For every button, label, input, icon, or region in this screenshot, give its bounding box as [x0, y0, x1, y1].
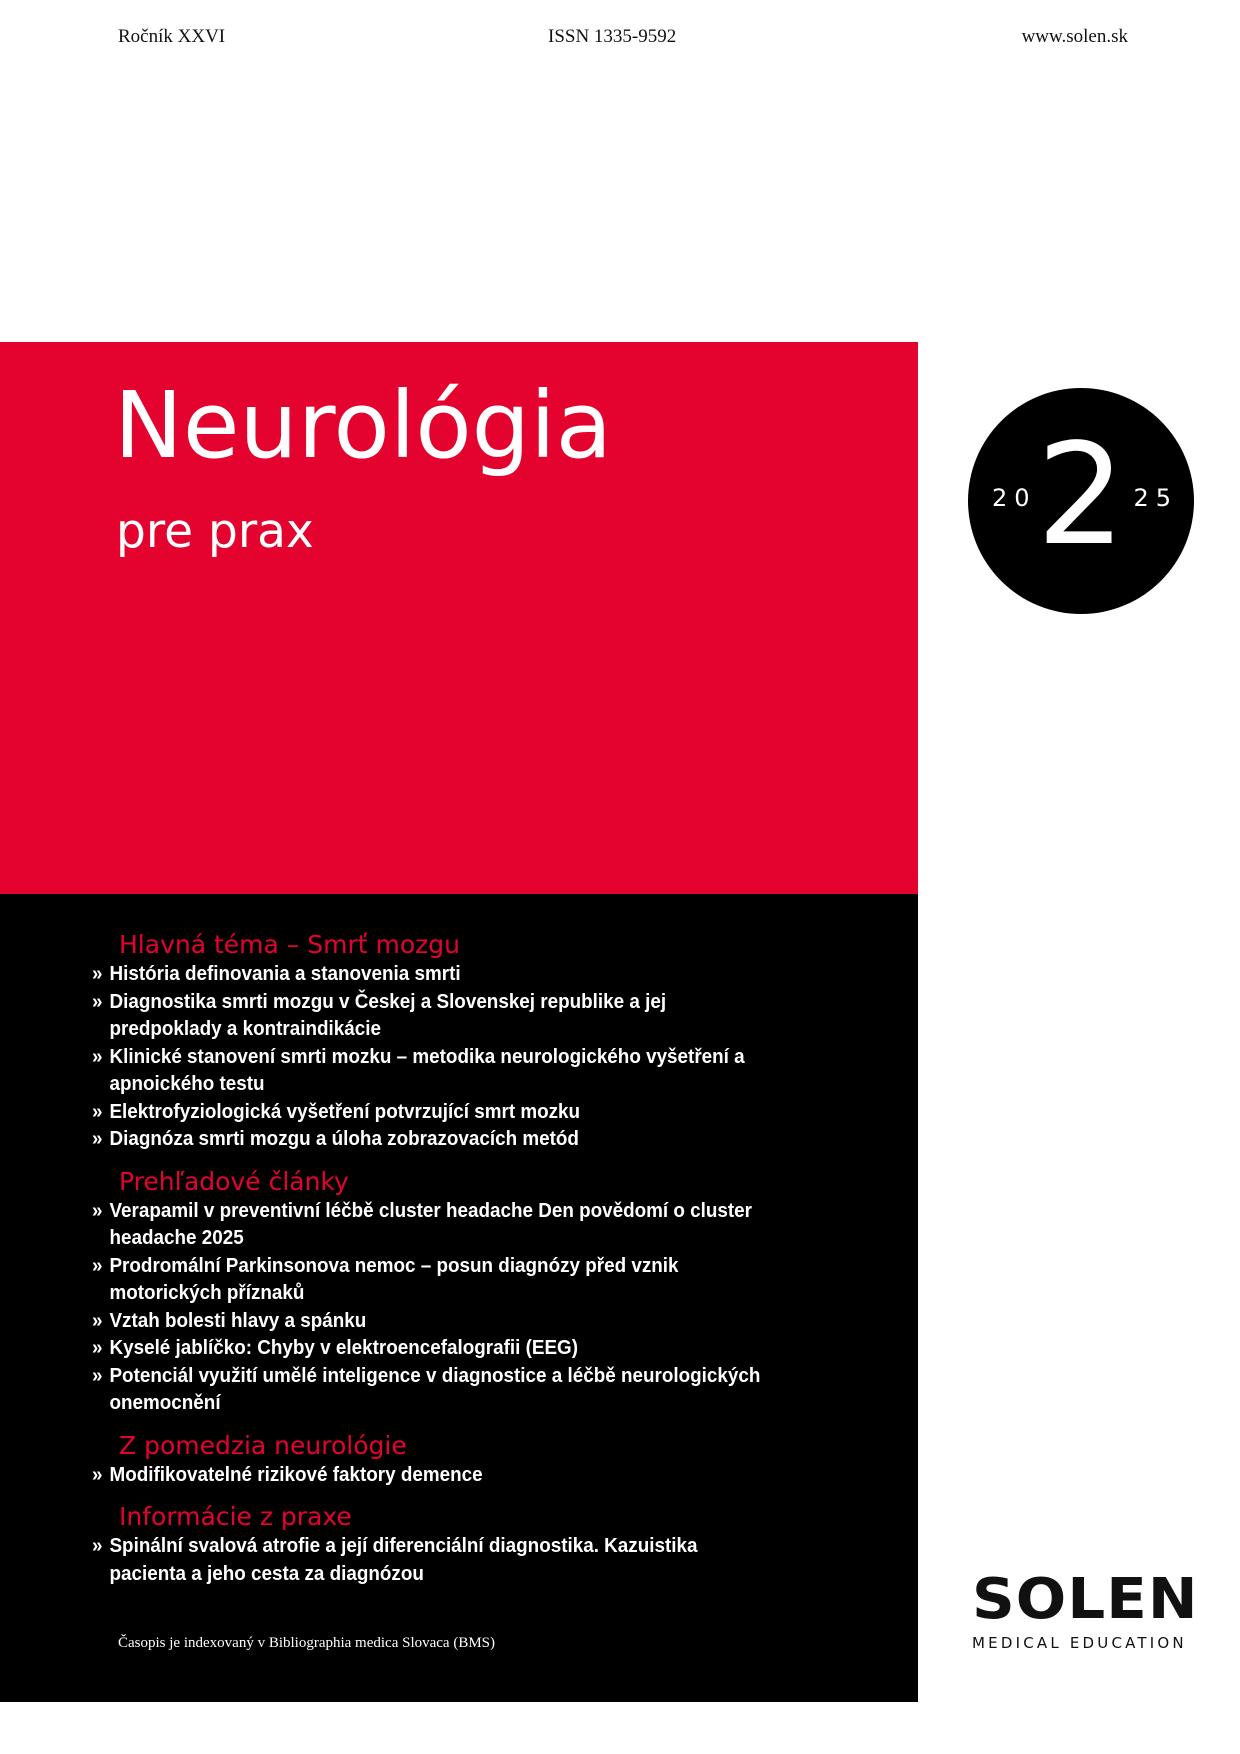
volume-label: Ročník XXVI — [118, 26, 226, 47]
journal-subtitle: pre prax — [116, 504, 314, 559]
article-item — [0, 1307, 772, 1335]
article-item — [0, 960, 772, 988]
issue-year-left: 20 — [992, 484, 1037, 512]
indexing-note: Časopis je indexovaný v Bibliographia medica Slovaca (BMS) — [118, 1635, 496, 1651]
article-item — [0, 1362, 772, 1417]
section-heading: Informácie z praxe — [119, 1502, 352, 1531]
table-of-contents — [0, 930, 918, 1601]
section-heading: Hlavná téma – Smrť mozgu — [119, 930, 460, 959]
logo-wordmark: SOLEN — [972, 1567, 1199, 1632]
article-item — [0, 1197, 772, 1252]
article-title: Spinální svalová atrofie a její diferenciální diagnostika. Kazuistika pacienta a jeho cesta za diagnózou — [109, 1534, 698, 1585]
issue-year-right: 25 — [1133, 484, 1178, 512]
article-title: Potenciál využití umělé inteligence v diagnostice a léčbě neurologických onemocnění — [109, 1363, 761, 1414]
article-title: Diagnostika smrti mozgu v Českej a Slovenskej republike a jej predpoklady a kontraindikácie — [109, 989, 667, 1040]
website-link[interactable]: www.solen.sk — [1021, 26, 1128, 47]
article-title: Klinické stanovení smrti mozku – metodika neurologického vyšetření a apnoického testu — [109, 1044, 745, 1095]
bullet-icon: » — [92, 1253, 103, 1277]
article-title: Elektrofyziologická vyšetření potvrzující smrt mozku — [109, 1099, 581, 1123]
logo-tagline: MEDICAL EDUCATION — [972, 1634, 1187, 1652]
article-item — [0, 1098, 772, 1126]
article-item — [0, 1252, 772, 1307]
article-item — [0, 1461, 772, 1489]
article-item — [0, 1043, 772, 1098]
article-title: História definovania a stanovenia smrti — [109, 962, 461, 985]
bullet-icon: » — [92, 1044, 103, 1068]
article-item — [0, 1334, 772, 1362]
bullet-icon: » — [92, 962, 103, 985]
bullet-icon: » — [92, 1363, 103, 1387]
bullet-icon: » — [92, 1462, 103, 1486]
contents-section — [0, 1431, 918, 1489]
issue-badge — [968, 388, 1194, 614]
bullet-icon: » — [92, 1336, 103, 1359]
article-item — [0, 1532, 772, 1587]
bullet-icon: » — [92, 1308, 103, 1332]
bullet-icon: » — [92, 1099, 103, 1123]
contents-section — [0, 1167, 918, 1417]
publisher-logo — [972, 1567, 1199, 1652]
issue-number: 2 — [1036, 414, 1126, 577]
bullet-icon: » — [92, 1127, 103, 1150]
section-heading: Z pomedzia neurológie — [119, 1430, 407, 1460]
bullet-icon: » — [92, 1534, 103, 1557]
article-title: Vztah bolesti hlavy a spánku — [109, 1308, 367, 1332]
article-title: Prodromální Parkinsonova nemoc – posun diagnózy před vznik motorických příznaků — [109, 1253, 679, 1304]
article-item — [0, 988, 772, 1043]
section-heading: Prehľadové články — [119, 1166, 349, 1196]
bullet-icon: » — [92, 989, 103, 1013]
contents-section — [0, 930, 918, 1153]
issn-label: ISSN 1335-9592 — [548, 26, 677, 47]
bullet-icon: » — [92, 1198, 103, 1222]
article-item — [0, 1125, 772, 1153]
journal-title: Neurológia — [114, 372, 613, 479]
contents-section — [0, 1502, 918, 1587]
article-title: Diagnóza smrti mozgu a úloha zobrazovacích metód — [109, 1127, 579, 1150]
article-title: Verapamil v preventivní léčbě cluster headache Den povědomí o cluster headache 2025 — [109, 1198, 753, 1249]
article-title: Kyselé jablíčko: Chyby v elektroencefalografii (EEG) — [109, 1336, 579, 1359]
article-title: Modifikovatelné rizikové faktory demence — [109, 1462, 483, 1486]
